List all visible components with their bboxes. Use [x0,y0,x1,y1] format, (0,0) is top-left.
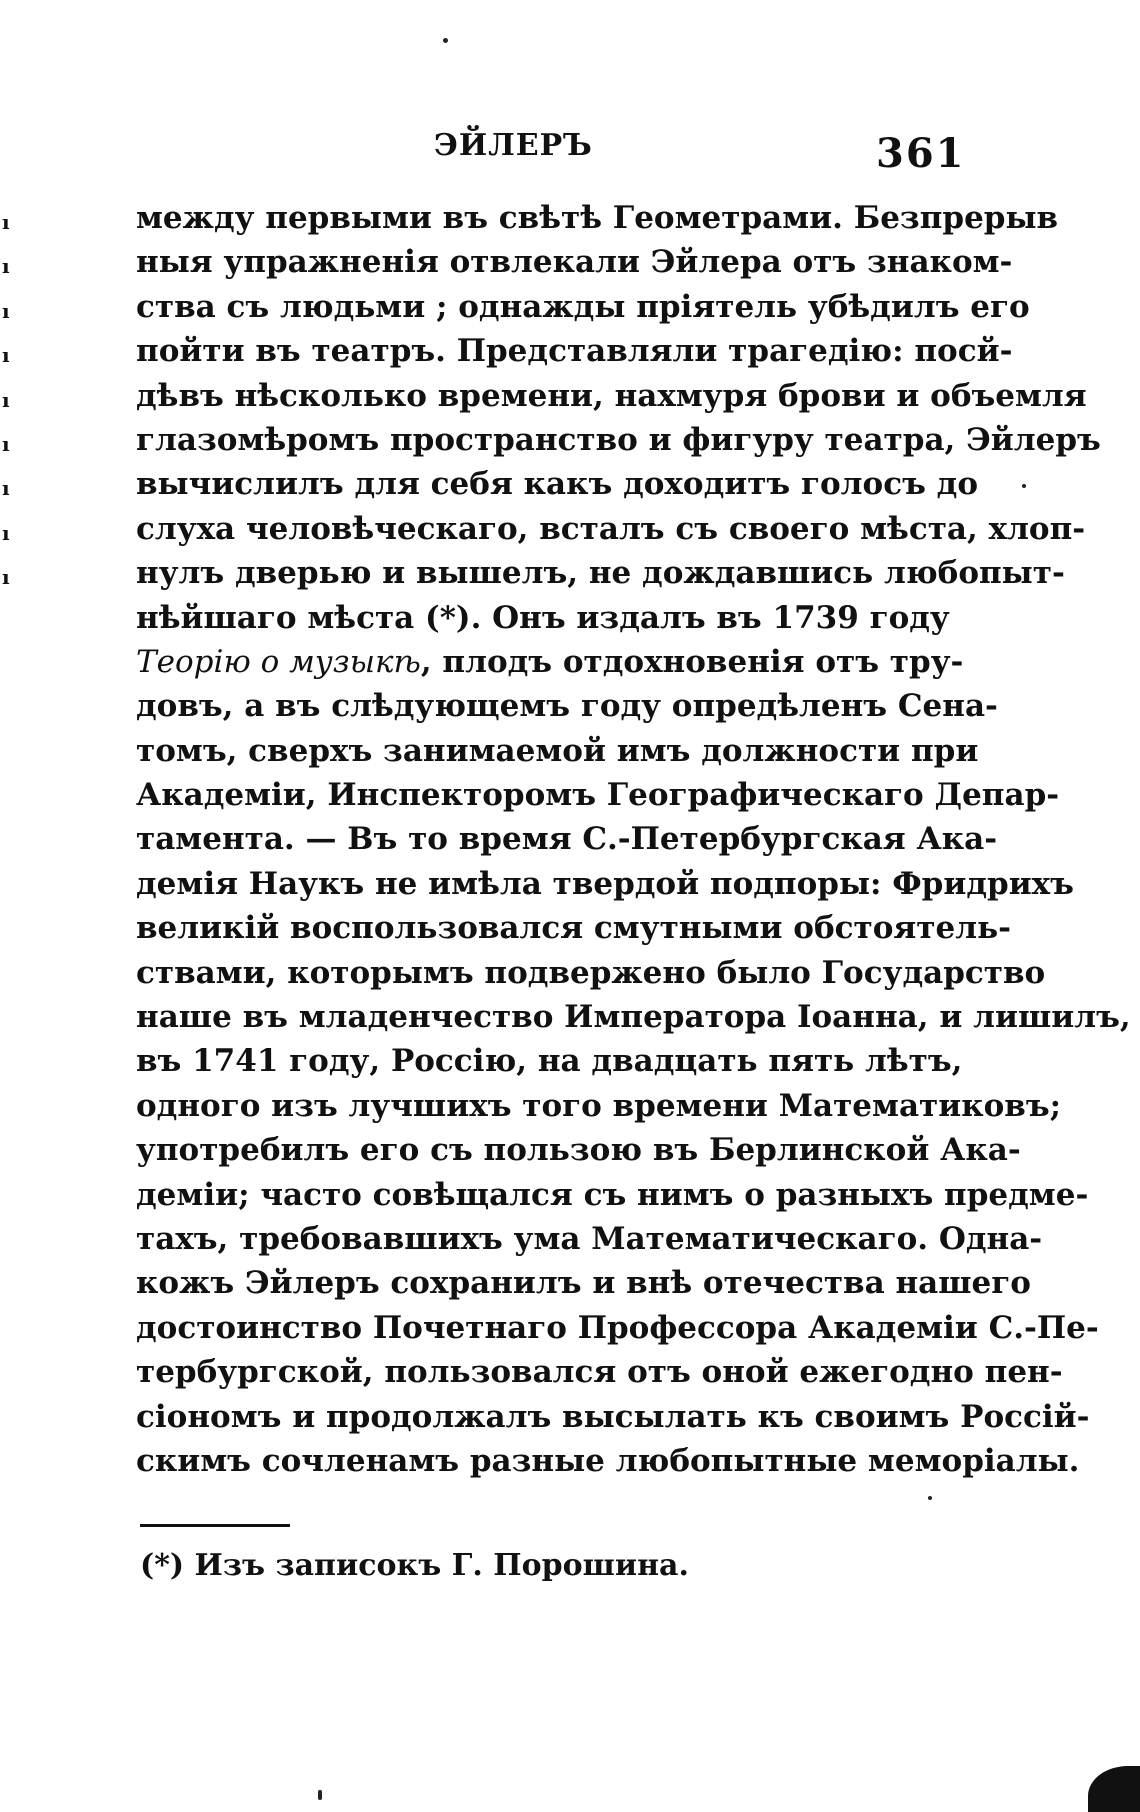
margin-mark: ı [2,210,10,234]
text-line: тахъ, требовавшихъ ума Математическаго. Одна- [136,1220,1043,1257]
text-line: довъ, а въ слѣдующемъ году опредѣленъ Сена- [136,688,998,725]
scan-speck [928,1496,932,1500]
margin-mark: ı [2,298,10,323]
text-line: между первыми въ свѣтѣ Геометрами. Безпрерыв [136,200,1059,236]
text-line: ства съ людьми ; однажды пріятель убѣдилъ его [136,288,1030,325]
text-line: наше въ младенчество Императора Іоанна, и лишилъ, [136,999,1131,1036]
text-line: нѣйшаго мѣста (*). Онъ издалъ въ 1739 году [136,599,950,636]
margin-mark: ı [2,476,10,501]
italic-book-title: Теорію о музыкѣ [136,643,421,680]
text-line-last: скимъ сочленамъ разные любопытные меморіалы. [136,1442,1080,1479]
text-line: тамента. — Въ то время С.-Петербургская Ака- [136,821,998,858]
scan-speck [318,1790,322,1800]
text-line: вычислилъ для себя какъ доходитъ голосъ до [136,466,978,503]
margin-mark: ı [2,565,10,590]
footnote: (*) Изъ записокъ Г. Порошина. [140,1548,689,1583]
text-line: нулъ дверью и вышелъ, не дождавшись любопыт- [136,555,1065,592]
scan-speck [1022,484,1026,488]
text-line: демія Наукъ не имѣла твердой подпоры: Фридрихъ [136,865,1074,902]
body-text [136,196,1131,1483]
running-head: ЭЙЛЕРЪ [434,128,593,163]
text-line: томъ, сверхъ занимаемой имъ должности при [136,732,979,769]
text-line: великій воспользовался смутными обстоятель- [136,910,1011,947]
text-line: глазомѣромъ пространство и фигуру театра, Эйлеръ [136,421,1101,458]
text-line: тербургской, пользовался отъ оной ежегодно пен- [136,1354,1063,1391]
left-margin-bleed-marks [2,200,18,600]
text-line: сіономъ и продолжалъ высылать къ своимъ Россій- [136,1398,1090,1435]
text-line: деміи; часто совѣщался съ нимъ о разныхъ предме- [136,1176,1089,1213]
margin-mark: ı [2,254,10,279]
text-line: Академіи, Инспекторомъ Географическаго Депар- [136,777,1060,814]
text-line: дѣвъ нѣсколько времени, нахмуря брови и объемля [136,377,1087,414]
scan-speck [443,38,448,43]
text-line: кожъ Эйлеръ сохранилъ и внѣ отечества нашего [136,1265,1031,1302]
footnote-divider [140,1524,290,1527]
margin-mark: ı [2,520,10,545]
scan-corner-smudge [1088,1766,1140,1812]
text-line: употребилъ его съ пользою въ Берлинской Ака- [136,1132,1021,1169]
page-number: 361 [876,130,966,177]
text-line: слуха человѣческаго, всталъ съ своего мѣста, хлоп- [136,510,1086,547]
margin-mark: ı [2,343,10,368]
text-line: ствами, которымъ подвержено было Государство [136,954,1046,991]
margin-mark: ı [2,431,10,456]
text-line: одного изъ лучшихъ того времени Математиковъ; [136,1087,1062,1124]
text-line: въ 1741 году, Россію, на двадцать пять лѣтъ, [136,1043,963,1080]
text-line-italic-title: Теорію о музыкѣ, плодъ отдохновенія отъ тру- [136,643,964,680]
margin-mark: ı [2,387,10,412]
text-line: достоинство Почетнаго Профессора Академіи С.-Пе- [136,1309,1099,1346]
text-line: ныя упражненія отвлекали Эйлера отъ знаком- [136,244,1013,281]
text-line: пойти въ театръ. Представляли трагедію: посй- [136,333,1013,370]
